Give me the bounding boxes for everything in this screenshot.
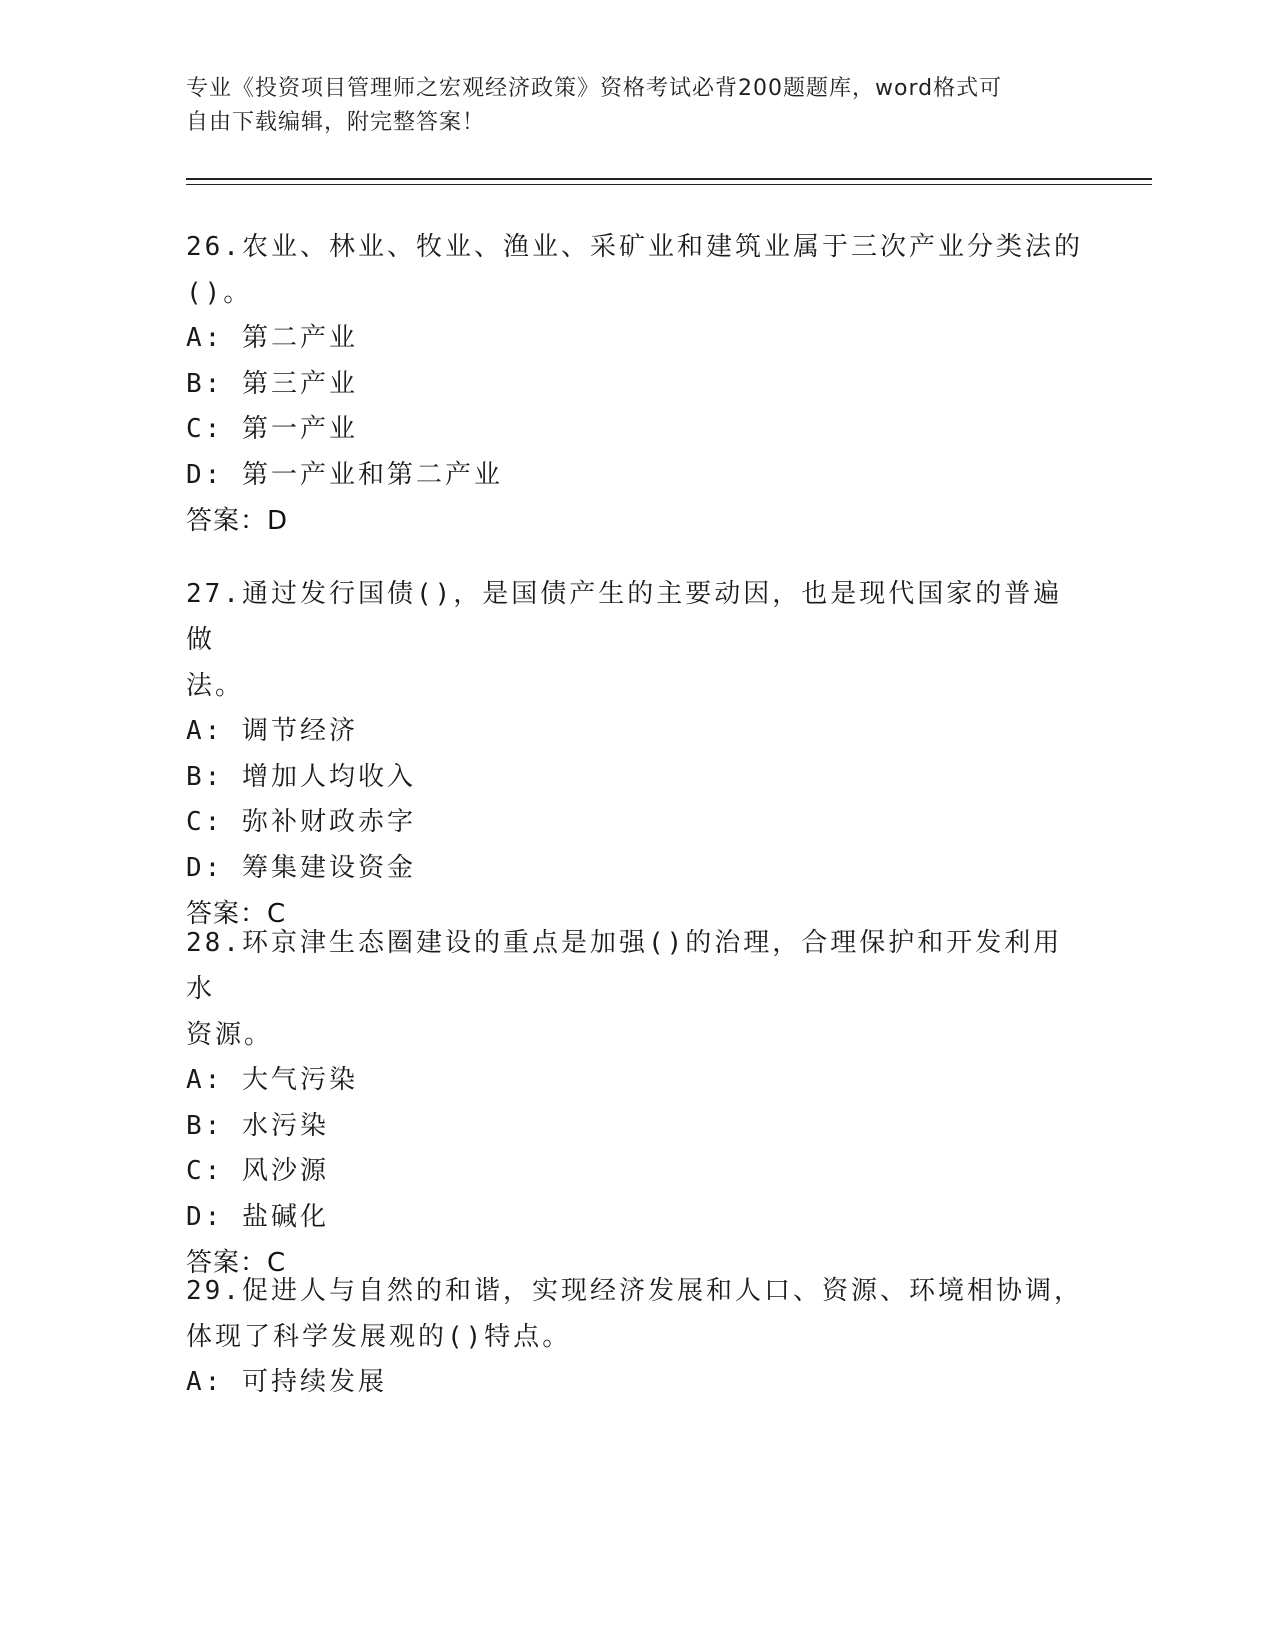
answer-line: 答案：D — [186, 506, 289, 536]
option-c: C: 弥补财政赤字 — [186, 807, 416, 837]
header-line-1: 专业《投资项目管理师之宏观经济政策》资格考试必背200题题库，word格式可 — [186, 76, 1003, 101]
question-28 — [186, 920, 1086, 1286]
option-c: C: 风沙源 — [186, 1156, 329, 1186]
option-d: D: 筹集建设资金 — [186, 852, 416, 883]
option-b: B: 水污染 — [186, 1110, 329, 1141]
question-26 — [186, 224, 1086, 544]
question-stem-line-1: 29.促进人与自然的和谐，实现经济发展和人口、资源、环境相协调， — [186, 1276, 1083, 1306]
option-a: A: 第二产业 — [186, 323, 358, 353]
question-stem-line-2: 法。 — [186, 671, 245, 701]
question-29 — [186, 1268, 1086, 1406]
question-stem-line-2: ()。 — [186, 278, 253, 308]
option-d: D: 盐碱化 — [186, 1201, 329, 1232]
option-a: A: 可持续发展 — [186, 1367, 387, 1397]
question-stem-line-1: 27.通过发行国债()，是国债产生的主要动因，也是现代国家的普遍做 — [186, 579, 1063, 655]
question-27 — [186, 571, 1086, 937]
question-stem-line-2: 体现了科学发展观的()特点。 — [186, 1322, 572, 1352]
answer-line: 答案：C — [186, 1248, 287, 1278]
option-c: C: 第一产业 — [186, 414, 358, 444]
option-a: A: 调节经济 — [186, 716, 358, 746]
header-divider — [186, 178, 1152, 185]
answer-line: 答案：C — [186, 899, 287, 929]
option-b: B: 增加人均收入 — [186, 761, 416, 792]
question-stem-line-2: 资源。 — [186, 1020, 274, 1050]
option-a: A: 大气污染 — [186, 1065, 358, 1095]
question-stem-line-1: 28.环京津生态圈建设的重点是加强()的治理，合理保护和开发利用水 — [186, 928, 1063, 1004]
option-d: D: 第一产业和第二产业 — [186, 459, 503, 490]
document-header — [186, 72, 1066, 140]
question-stem-line-1: 26.农业、林业、牧业、渔业、采矿业和建筑业属于三次产业分类法的 — [186, 232, 1083, 262]
option-b: B: 第三产业 — [186, 368, 358, 399]
header-line-2: 自由下载编辑，附完整答案！ — [186, 110, 486, 135]
